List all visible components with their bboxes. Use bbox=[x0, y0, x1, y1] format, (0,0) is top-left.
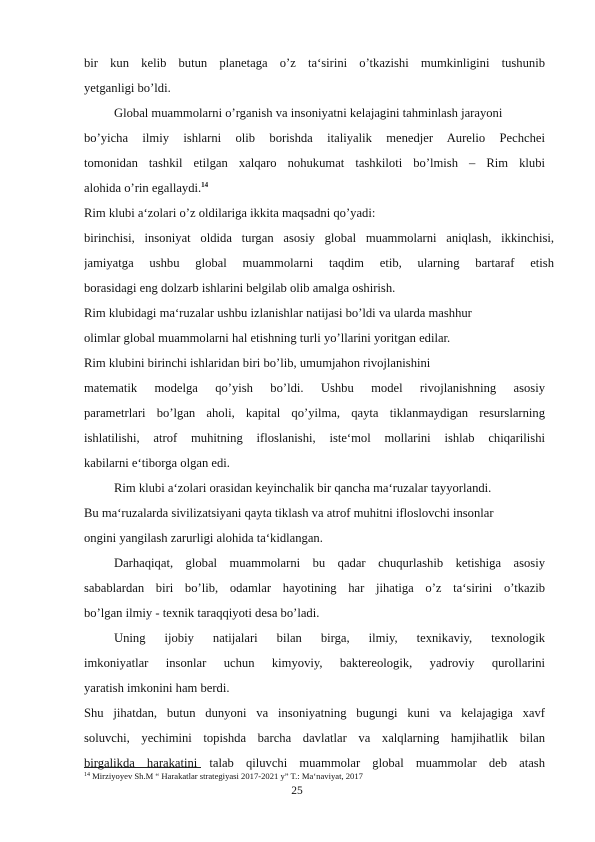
text-line: Rim klubi a‘zolari o’z oldilariga ikkita maqsadni qo’yadi: bbox=[84, 206, 376, 220]
text-line: olimlar global muammolarni hal etishning turli yo’llarini yoritgan edilar. bbox=[84, 331, 451, 345]
text-line: imkoniyatlar insonlar uchun kimyoviy, bakterеologik, yadroviy qurollarini bbox=[84, 656, 545, 670]
text-line: Uning ijobiy natijalari bilan birga, ilmiy, texnikaviy, texnologik bbox=[114, 631, 545, 645]
text-line: birgalikda harakatini talab qiluvchi muammolar global muammolar deb atash bbox=[84, 756, 545, 770]
text-line: jamiyatga ushbu global muammolarni taqdim etib, ularning bartaraf etish bbox=[84, 256, 554, 270]
footnote-separator bbox=[84, 767, 201, 768]
text-line: Darhaqiqat, global muammolarni bu qadar chuqurlashib ketishiga asosiy bbox=[114, 556, 545, 570]
footnote-text: Mirziyoyev Sh.M “ Harakatlar strategiyasi 2017-2021 y” T.: Ma‘naviyat, 2017 bbox=[90, 771, 363, 781]
text-line: matematik modelga qo’yish bo’ldi. Ushbu model rivojlanishning asosiy bbox=[84, 381, 545, 395]
footnote-reference: 14 bbox=[201, 181, 209, 189]
text-line: Rim klubidagi ma‘ruzalar ushbu izlanishlar natijasi bo’ldi va ularda mashhur bbox=[84, 306, 472, 320]
text-line: kabilarni e‘tiborga olgan edi. bbox=[84, 456, 230, 470]
text-line: ishlatilishi, atrof muhitning ifloslanishi, iste‘mol mollarini ishlab chiqarilishi bbox=[84, 431, 545, 445]
text-line: borasidagi eng dolzarb ishlarini belgilab olib amalga oshirish. bbox=[84, 281, 396, 295]
text-line: soluvchi, yechimini topishda barcha davlatlar va xalqlarning hamjihatlik bilan bbox=[84, 731, 545, 745]
text-line bbox=[84, 180, 545, 197]
footnote-number: 14 bbox=[84, 772, 90, 778]
text-line: bo’yicha ilmiy ishlarni olib borishda italiyalik menedjer Aurelio Pechchei bbox=[84, 131, 545, 145]
page-number: 25 bbox=[291, 785, 303, 797]
text-line: tomonidan tashkil etilgan xalqaro nohukumat tashkiloti bo’lmish – Rim klubi bbox=[84, 156, 545, 170]
text-line: sabablardan biri bo’lib, odamlar hayotining har jihatiga o’z ta‘sirini o’tkazib bbox=[84, 581, 545, 595]
text-line: bir kun kelib butun planetaga o’z ta‘sirini o’tkazishi mumkinligini tushunib bbox=[84, 56, 545, 70]
footnote bbox=[84, 770, 554, 782]
text-line: Rim klubini birinchi ishlaridan biri bo’lib, umumjahon rivojlanishini bbox=[84, 356, 431, 370]
text-line: Global muammolarni o’rganish va insoniyatni kelajagini tahminlash jarayoni bbox=[114, 106, 503, 120]
text-line: Shu jihatdan, butun dunyoni va insoniyatning bugungi kuni va kelajagiga xavf bbox=[84, 706, 545, 720]
text-line: birinchisi, insoniyat oldida turgan asosiy global muammolarni aniqlash, ikkinchisi, bbox=[84, 231, 554, 245]
text-line: Rim klubi a‘zolari orasidan keyinchalik bir qancha ma‘ruzalar tayyorlandi. bbox=[114, 481, 492, 495]
text-line-content: alohida o’rin egallaydi. bbox=[84, 181, 202, 195]
text-line: Bu ma‘ruzalarda sivilizatsiyani qayta tiklash va atrof muhitni ifloslovchi insonlar bbox=[84, 506, 494, 520]
text-line: yaratish imkonini ham berdi. bbox=[84, 681, 230, 695]
text-line: ongini yangilash zarurligi alohida ta‘kidlangan. bbox=[84, 531, 323, 545]
text-line: parametrlari bo’lgan aholi, kapital qo’yilma, qayta tiklanmaydigan resurslarning bbox=[84, 406, 545, 420]
text-line: bo’lgan ilmiy - texnik taraqqiyoti desa bo’ladi. bbox=[84, 606, 320, 620]
text-line: yetganligi bo’ldi. bbox=[84, 81, 171, 95]
